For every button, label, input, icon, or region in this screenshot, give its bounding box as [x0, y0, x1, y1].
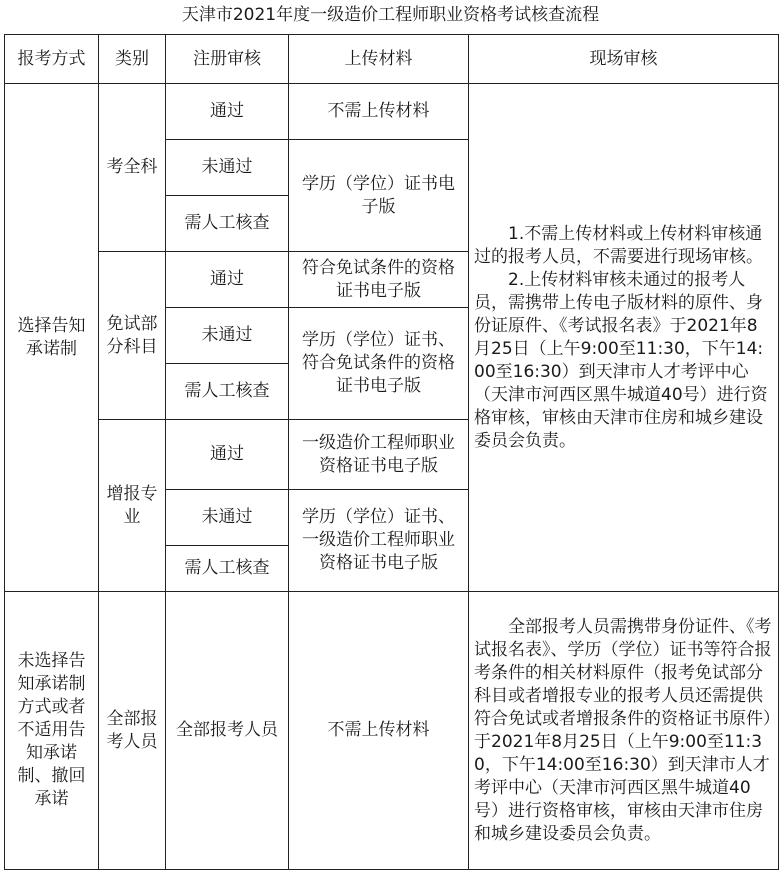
- status-cell: 通过: [166, 420, 289, 490]
- method-no-commitment: 未选择告知承诺制方式或者不适用告知承诺制、撤回承诺: [5, 592, 99, 870]
- upload-cell: 符合免试条件的资格证书电子版: [289, 252, 469, 308]
- header-registration: 注册审核: [166, 35, 289, 84]
- status-cell: 通过: [166, 84, 289, 140]
- status-cell: 未通过: [166, 490, 289, 546]
- header-category: 类别: [99, 35, 166, 84]
- upload-cell: 学历（学位）证书电子版: [289, 140, 469, 252]
- header-method: 报考方式: [5, 35, 99, 84]
- status-cell: 未通过: [166, 140, 289, 196]
- status-cell: 未通过: [166, 308, 289, 364]
- upload-cell: 不需上传材料: [289, 592, 469, 870]
- onsite-paragraph: 2.上传材料审核未通过的报考人员，需携带上传电子版材料的原件、身份证原件、《考试报名表》于2021年8月25日（上午9:00至11:30，下午14:00至16:30）到天津市人才考评中心（天津市河西区黑牛城道40号）进行资格审核，审核由天津市住房和城乡建设委员会负责。: [474, 269, 768, 451]
- status-cell: 通过: [166, 252, 289, 308]
- upload-cell: 学历（学位）证书、一级造价工程师职业资格证书电子版: [289, 490, 469, 592]
- category-add-specialty: 增报专业: [99, 420, 166, 592]
- upload-cell: 学历（学位）证书、符合免试条件的资格证书电子版: [289, 308, 469, 420]
- category-exempt-subjects: 免试部分科目: [99, 252, 166, 420]
- header-onsite: 现场审核: [469, 35, 779, 84]
- onsite-paragraph: 全部报考人员需携带身份证件、《考试报名表》、学历（学位）证书等符合报考条件的相关材料原件（报考免试部分科目或者增报专业的报考人员还需提供符合免试或者增报条件的资格证书原件）于2021年8月25日（上午9:00至11:30，下午14:00至16:30）到天津市人才考评中心（天津市河西区黑牛城道40号）进行资格审核，审核由天津市住房和城乡建设委员会负责。: [474, 616, 772, 844]
- status-cell: 需人工核查: [166, 364, 289, 420]
- category-all-candidates: 全部报考人员: [99, 592, 166, 870]
- method-commitment: 选择告知承诺制: [5, 84, 99, 592]
- header-row: [5, 35, 779, 84]
- onsite-review-no-commitment: [469, 592, 779, 870]
- table-row: [5, 592, 779, 870]
- upload-cell: 不需上传材料: [289, 84, 469, 140]
- registration-all-candidates: 全部报考人员: [166, 592, 289, 870]
- onsite-paragraph: 1.不需上传材料或上传材料审核通过的报考人员，不需要进行现场审核。: [474, 223, 763, 267]
- table-row: [5, 84, 779, 140]
- header-upload: 上传材料: [289, 35, 469, 84]
- upload-cell: 一级造价工程师职业资格证书电子版: [289, 420, 469, 490]
- document-title: 天津市2021年度一级造价工程师职业资格考试核查流程: [181, 5, 600, 25]
- process-table: [4, 34, 779, 870]
- category-full-subjects: 考全科: [99, 84, 166, 252]
- status-cell: 需人工核查: [166, 546, 289, 592]
- onsite-review-commitment: [469, 84, 779, 592]
- status-cell: 需人工核查: [166, 196, 289, 252]
